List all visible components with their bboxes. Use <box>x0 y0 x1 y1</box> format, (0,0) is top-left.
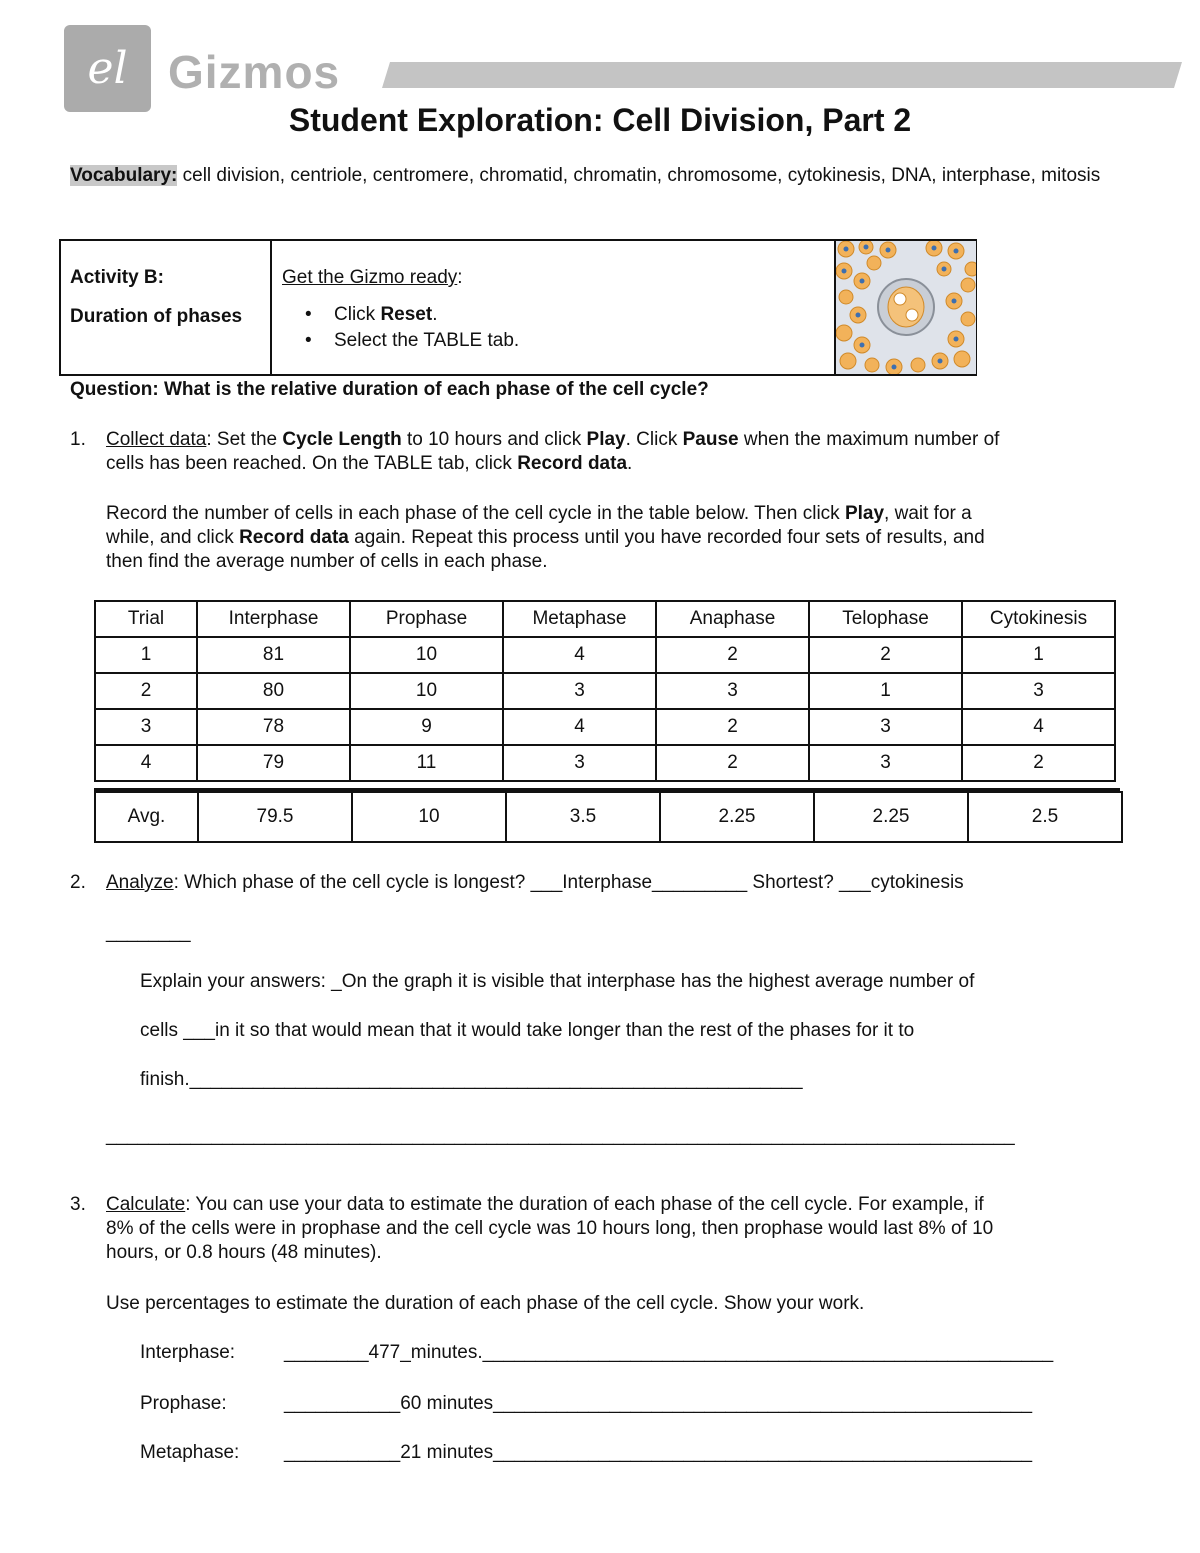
table-header-cell: Telophase <box>809 601 962 637</box>
table-cell: 3 <box>809 709 962 745</box>
table-cell: 9 <box>350 709 503 745</box>
table-cell: 2 <box>95 673 197 709</box>
table-cell: 4 <box>962 709 1115 745</box>
table-cell: 2 <box>656 709 809 745</box>
table-cell: 2.25 <box>660 792 814 842</box>
table-cell: 2 <box>962 745 1115 781</box>
table-cell: 4 <box>503 637 656 673</box>
table-cell: 3.5 <box>506 792 660 842</box>
bullet-icon: • <box>305 304 312 325</box>
activity-title: Duration of phases <box>70 306 243 327</box>
explain-answer-line: cells ___in it so that would mean that it would take longer than the rest of the phases for it to <box>140 1020 915 1041</box>
table-cell: 3 <box>656 673 809 709</box>
table-row <box>95 673 1115 709</box>
table-header-cell: Metaphase <box>503 601 656 637</box>
bullet-icon: • <box>305 330 312 351</box>
table-cell: 2 <box>656 637 809 673</box>
gizmos-logo-glyph: el <box>87 43 128 94</box>
table-cell: 80 <box>197 673 350 709</box>
table-cell: 4 <box>503 709 656 745</box>
table-cell: 79 <box>197 745 350 781</box>
table-cell: 3 <box>95 709 197 745</box>
table-row <box>95 745 1115 781</box>
answer-blank: ________ <box>106 922 191 943</box>
answer-label: Metaphase: <box>140 1442 240 1463</box>
table-header-cell: Cytokinesis <box>962 601 1115 637</box>
gizmos-brand: Gizmos <box>168 46 341 98</box>
table-row <box>95 709 1115 745</box>
question-text: Question: What is the relative duration of each phase of the cell cycle? <box>70 379 709 400</box>
activity-label: Activity B: <box>70 267 164 288</box>
q1-instructions: Collect data: Set the Cycle Length to 10 hours and click Play. Click Pause when the maximum number of cells has been reached. On the TABLE tab, click Record data. <box>106 429 1000 474</box>
table-cell: 2 <box>656 745 809 781</box>
q3-instructions: Use percentages to estimate the duration of each phase of the cell cycle. Show your work. <box>106 1293 865 1314</box>
gizmo-ready-heading: Get the Gizmo ready: <box>282 267 463 288</box>
table-cell: 3 <box>962 673 1115 709</box>
q2-prompt: Analyze: Which phase of the cell cycle is longest? ___Interphase_________ Shortest? ___cytokinesis <box>106 872 964 893</box>
page-title: Student Exploration: Cell Division, Part 2 <box>288 102 912 138</box>
table-cell: 4 <box>95 745 197 781</box>
answer-value: ________477_minutes.______________________________________________________ <box>284 1342 1054 1363</box>
table-cell: 3 <box>503 745 656 781</box>
table-cell: 81 <box>197 637 350 673</box>
phase-count-table <box>94 600 1116 782</box>
table-cell: 1 <box>809 673 962 709</box>
table-cell: 2.25 <box>814 792 968 842</box>
table-header-cell: Interphase <box>197 601 350 637</box>
table-cell: 10 <box>352 792 506 842</box>
question-number: 2. <box>70 872 86 893</box>
table-header-cell: Anaphase <box>656 601 809 637</box>
table-cell: 79.5 <box>198 792 352 842</box>
table-row <box>95 637 1115 673</box>
vocabulary-terms: cell division, centriole, centromere, chromatid, chromatin, chromosome, cytokinesis, DNA, interphase, mitosis <box>182 165 1101 186</box>
vocabulary <box>70 164 1130 188</box>
explain-answer-line: Explain your answers: _On the graph it is visible that interphase has the highest average number of <box>140 971 975 992</box>
q1-record-instructions: Record the number of cells in each phase of the cell cycle in the table below. Then click Play, wait for a while, and click Record data again. Repeat this process until you have recorded four sets of results, and then find the average number of cells in each phase. <box>106 503 985 572</box>
answer-value: ___________21 minutes___________________________________________________ <box>284 1442 1033 1463</box>
answer-blank: ______________________________________________________________________________________ <box>106 1125 1015 1146</box>
table-cell: 1 <box>962 637 1115 673</box>
activity-divider <box>270 239 272 376</box>
table-cell: 2 <box>809 637 962 673</box>
table-cell: Avg. <box>95 792 198 842</box>
table-cell: 11 <box>350 745 503 781</box>
table-header-cell: Prophase <box>350 601 503 637</box>
question-number: 3. <box>70 1194 86 1215</box>
average-row-table <box>94 791 1123 843</box>
question-number: 1. <box>70 429 86 450</box>
table-cell: 10 <box>350 673 503 709</box>
table-cell: 2.5 <box>968 792 1122 842</box>
answer-label: Interphase: <box>140 1342 236 1363</box>
q3-prompt: Calculate: You can use your data to estimate the duration of each phase of the cell cycle. For example, if 8% of the cells were in prophase and the cell cycle was 10 hours long, then prophase would last 8% of 10 hours, or 0.8 hours (48 minutes). <box>106 1194 994 1263</box>
vocabulary-label: Vocabulary: <box>70 165 178 186</box>
answer-value: ___________60 minutes___________________________________________________ <box>284 1393 1033 1414</box>
header-banner <box>382 62 1182 88</box>
table-header-row <box>95 601 1115 637</box>
table-header-cell: Trial <box>95 601 197 637</box>
table-cell: 3 <box>503 673 656 709</box>
table-cell: 78 <box>197 709 350 745</box>
table-row-average <box>95 792 1122 842</box>
answer-label: Prophase: <box>140 1393 227 1414</box>
table-cell: 1 <box>95 637 197 673</box>
table-cell: 10 <box>350 637 503 673</box>
table-cell: 3 <box>809 745 962 781</box>
explain-answer-line: finish.__________________________________________________________ <box>140 1069 803 1090</box>
cell-division-thumbnail <box>836 241 976 374</box>
